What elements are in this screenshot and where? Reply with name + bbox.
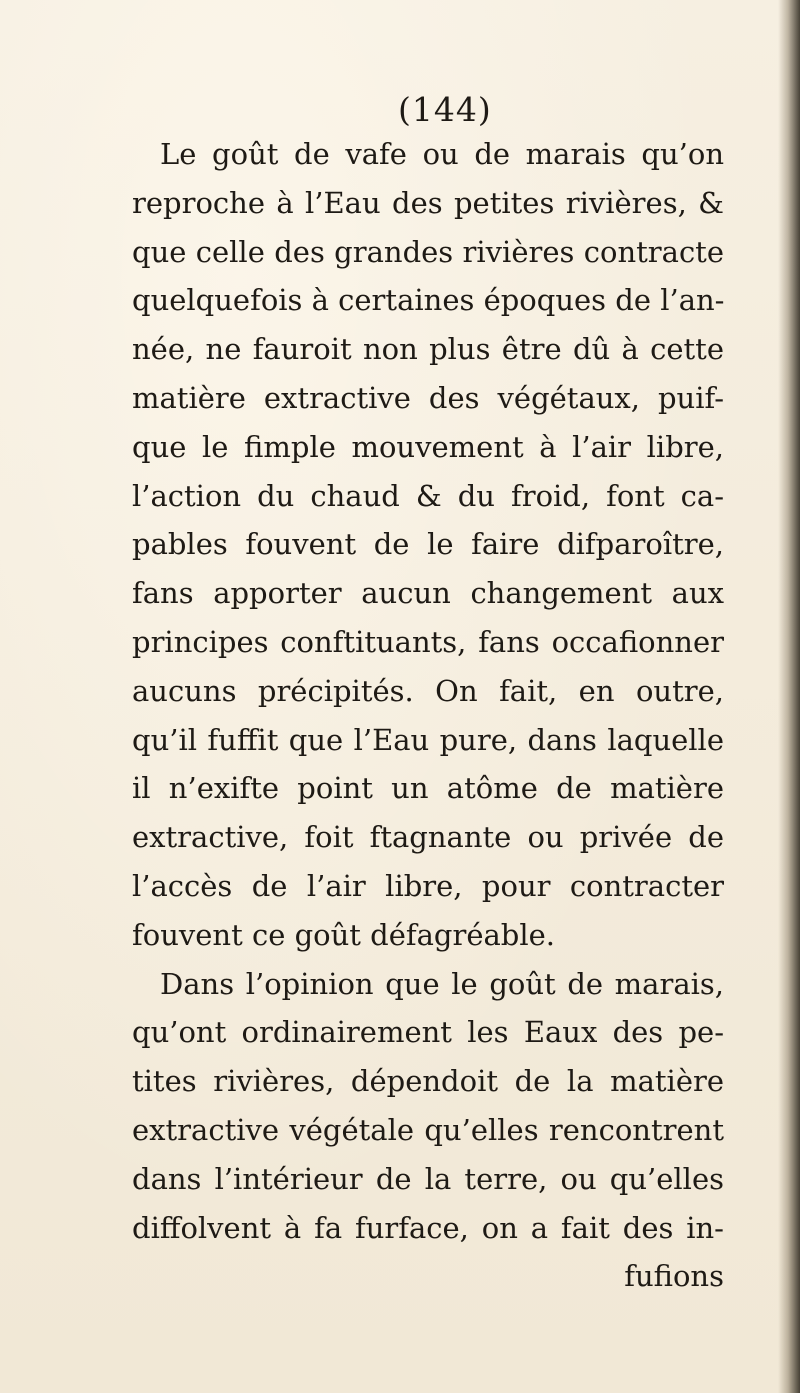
text-line: principes conftituants, fans occafionner <box>132 624 724 659</box>
text-line: diffolvent à fa furface, on a fait des in- <box>132 1210 724 1245</box>
text-line: que le fimple mouvement à l’air libre, <box>132 429 724 464</box>
text-line: Dans l’opinion que le goût de marais, <box>160 966 724 1001</box>
text-line: que celle des grandes rivières contracte <box>132 234 724 269</box>
text-line: l’action du chaud & du froid, font ca- <box>132 478 724 513</box>
page-number: (144) <box>398 90 492 129</box>
text-line: qu’ont ordinairement les Eaux des pe- <box>132 1015 724 1050</box>
text-line: extractive végétale qu’elles rencontrent <box>132 1112 724 1147</box>
text-line: fouvent ce goût défagréable. <box>132 917 556 952</box>
text-line: reproche à l’Eau des petites rivières, & <box>132 185 724 220</box>
text-line: aucuns précipités. On fait, en outre, <box>132 673 724 708</box>
text-line: fans apporter aucun changement aux <box>132 576 724 611</box>
text-line: née, ne fauroit non plus être dû à cette <box>132 332 724 367</box>
catchword: fufions <box>624 1259 724 1294</box>
text-line: Le goût de vafe ou de marais qu’on <box>160 137 724 171</box>
text-line: il n’exifte point un atôme de matière <box>132 771 724 806</box>
page-binding-edge <box>778 0 800 1393</box>
body-text <box>132 130 724 1301</box>
text-line: quelquefois à certaines époques de l’an- <box>132 283 725 318</box>
text-line: l’accès de l’air libre, pour contracter <box>132 868 724 903</box>
text-line: extractive, foit ftagnante ou privée de <box>132 820 724 855</box>
text-line: matière extractive des végétaux, puif- <box>132 380 724 415</box>
text-line: dans l’intérieur de la terre, ou qu’elles <box>132 1161 724 1196</box>
text-line: qu’il fuffit que l’Eau pure, dans laquelle <box>132 722 724 757</box>
text-line: tites rivières, dépendoit de la matière <box>132 1064 724 1099</box>
text-line: pables fouvent de le faire difparoître, <box>132 527 724 562</box>
